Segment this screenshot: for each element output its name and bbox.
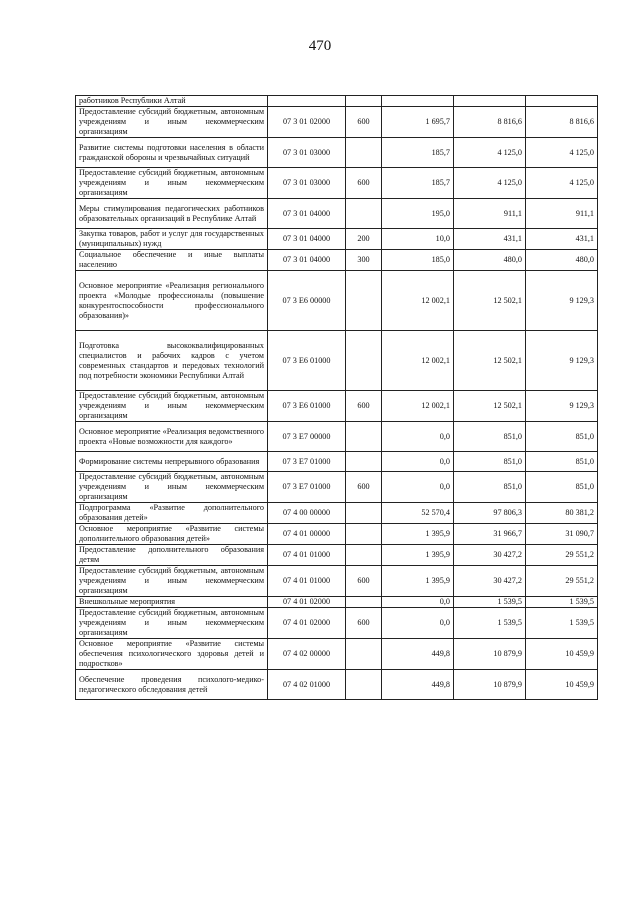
row-amount-year3: 10 459,9 bbox=[526, 670, 598, 700]
table-row bbox=[76, 331, 598, 391]
table-row bbox=[76, 639, 598, 670]
row-amount-year2: 97 806,3 bbox=[454, 503, 526, 524]
row-amount-year2: 4 125,0 bbox=[454, 168, 526, 199]
row-amount-year1: 185,7 bbox=[382, 138, 454, 168]
row-expense-type bbox=[346, 597, 382, 608]
row-name: Социальное обеспечение и иные выплаты населению bbox=[76, 250, 268, 271]
row-amount-year3: 9 129,3 bbox=[526, 391, 598, 422]
budget-table bbox=[75, 95, 598, 700]
row-amount-year1: 449,8 bbox=[382, 639, 454, 670]
row-code: 07 4 01 00000 bbox=[268, 524, 346, 545]
row-amount-year2: 431,1 bbox=[454, 229, 526, 250]
row-expense-type: 200 bbox=[346, 229, 382, 250]
row-name: Подпрограмма «Развитие дополнительного образования детей» bbox=[76, 503, 268, 524]
row-amount-year1: 0,0 bbox=[382, 472, 454, 503]
row-amount-year1 bbox=[382, 96, 454, 107]
row-amount-year1: 195,0 bbox=[382, 199, 454, 229]
row-name: Внешкольные мероприятия bbox=[76, 597, 268, 608]
row-name: Предоставление дополнительного образования детям bbox=[76, 545, 268, 566]
row-code: 07 4 00 00000 bbox=[268, 503, 346, 524]
row-name: Предоставление субсидий бюджетным, автономным учреждениям и иным некоммерческим организациям bbox=[76, 566, 268, 597]
table-row bbox=[76, 670, 598, 700]
row-amount-year3: 8 816,6 bbox=[526, 107, 598, 138]
row-amount-year2: 851,0 bbox=[454, 472, 526, 503]
row-amount-year3: 1 539,5 bbox=[526, 608, 598, 639]
row-amount-year1: 1 395,9 bbox=[382, 566, 454, 597]
row-code: 07 3 01 03000 bbox=[268, 138, 346, 168]
row-code: 07 3 01 03000 bbox=[268, 168, 346, 199]
row-amount-year1: 0,0 bbox=[382, 422, 454, 452]
table-row bbox=[76, 250, 598, 271]
row-amount-year1: 1 395,9 bbox=[382, 545, 454, 566]
row-code: 07 4 01 01000 bbox=[268, 566, 346, 597]
row-amount-year1: 12 002,1 bbox=[382, 331, 454, 391]
row-amount-year2: 8 816,6 bbox=[454, 107, 526, 138]
row-amount-year2: 30 427,2 bbox=[454, 545, 526, 566]
row-name: Обеспечение проведения психолого-медико-педагогического обследования детей bbox=[76, 670, 268, 700]
row-amount-year2: 851,0 bbox=[454, 422, 526, 452]
row-code: 07 4 01 02000 bbox=[268, 608, 346, 639]
row-expense-type bbox=[346, 422, 382, 452]
table-row bbox=[76, 566, 598, 597]
row-amount-year1: 0,0 bbox=[382, 608, 454, 639]
row-expense-type bbox=[346, 199, 382, 229]
row-amount-year2 bbox=[454, 96, 526, 107]
row-amount-year3: 9 129,3 bbox=[526, 331, 598, 391]
row-code: 07 3 E7 01000 bbox=[268, 452, 346, 472]
row-name: Предоставление субсидий бюджетным, автономным учреждениям и иным некоммерческим организациям bbox=[76, 472, 268, 503]
row-name: Закупка товаров, работ и услуг для государственных (муниципальных) нужд bbox=[76, 229, 268, 250]
row-amount-year3: 80 381,2 bbox=[526, 503, 598, 524]
table-row bbox=[76, 199, 598, 229]
row-amount-year1: 1 695,7 bbox=[382, 107, 454, 138]
table-row bbox=[76, 168, 598, 199]
row-amount-year3: 9 129,3 bbox=[526, 271, 598, 331]
table-row bbox=[76, 422, 598, 452]
row-code: 07 3 E7 01000 bbox=[268, 472, 346, 503]
row-name: Предоставление субсидий бюджетным, автономным учреждениям и иным некоммерческим организациям bbox=[76, 391, 268, 422]
row-amount-year2: 12 502,1 bbox=[454, 331, 526, 391]
row-amount-year3: 431,1 bbox=[526, 229, 598, 250]
row-expense-type: 600 bbox=[346, 391, 382, 422]
table-row bbox=[76, 271, 598, 331]
row-amount-year3: 4 125,0 bbox=[526, 138, 598, 168]
row-code: 07 4 01 02000 bbox=[268, 597, 346, 608]
row-amount-year2: 10 879,9 bbox=[454, 639, 526, 670]
table-row bbox=[76, 96, 598, 107]
row-expense-type bbox=[346, 545, 382, 566]
row-expense-type bbox=[346, 524, 382, 545]
row-code: 07 3 E6 01000 bbox=[268, 391, 346, 422]
row-code: 07 3 01 04000 bbox=[268, 250, 346, 271]
row-name: Развитие системы подготовки населения в области гражданской обороны и чрезвычайных ситуаций bbox=[76, 138, 268, 168]
row-expense-type bbox=[346, 670, 382, 700]
row-amount-year1: 185,0 bbox=[382, 250, 454, 271]
row-expense-type bbox=[346, 96, 382, 107]
row-code bbox=[268, 96, 346, 107]
row-code: 07 3 01 02000 bbox=[268, 107, 346, 138]
row-amount-year2: 31 966,7 bbox=[454, 524, 526, 545]
row-name: Основное мероприятие «Развитие системы обеспечения психологического здоровья детей и подростков» bbox=[76, 639, 268, 670]
row-amount-year2: 851,0 bbox=[454, 452, 526, 472]
row-name: Основное мероприятие «Реализация ведомственного проекта «Новые возможности для каждого» bbox=[76, 422, 268, 452]
budget-table-body bbox=[76, 96, 598, 700]
row-amount-year1: 10,0 bbox=[382, 229, 454, 250]
row-amount-year2: 1 539,5 bbox=[454, 597, 526, 608]
row-name: Подготовка высококвалифицированных специалистов и рабочих кадров с учетом современных стандартов и передовых технологий под потребности экономики Республики Алтай bbox=[76, 331, 268, 391]
table-row bbox=[76, 452, 598, 472]
row-amount-year2: 1 539,5 bbox=[454, 608, 526, 639]
row-amount-year1: 52 570,4 bbox=[382, 503, 454, 524]
row-amount-year3: 851,0 bbox=[526, 422, 598, 452]
row-amount-year2: 911,1 bbox=[454, 199, 526, 229]
table-row bbox=[76, 545, 598, 566]
row-amount-year1: 449,8 bbox=[382, 670, 454, 700]
row-code: 07 4 02 01000 bbox=[268, 670, 346, 700]
row-code: 07 4 01 01000 bbox=[268, 545, 346, 566]
row-code: 07 3 E6 00000 bbox=[268, 271, 346, 331]
row-name: Основное мероприятие «Развитие системы дополнительного образования детей» bbox=[76, 524, 268, 545]
table-row bbox=[76, 608, 598, 639]
row-expense-type bbox=[346, 138, 382, 168]
table-row bbox=[76, 138, 598, 168]
row-amount-year3: 1 539,5 bbox=[526, 597, 598, 608]
row-amount-year1: 12 002,1 bbox=[382, 271, 454, 331]
row-expense-type bbox=[346, 503, 382, 524]
page-number: 470 bbox=[308, 38, 332, 54]
row-amount-year1: 0,0 bbox=[382, 452, 454, 472]
row-amount-year2: 30 427,2 bbox=[454, 566, 526, 597]
row-amount-year2: 10 879,9 bbox=[454, 670, 526, 700]
row-amount-year3: 480,0 bbox=[526, 250, 598, 271]
row-amount-year2: 4 125,0 bbox=[454, 138, 526, 168]
row-name: Формирование системы непрерывного образования bbox=[76, 452, 268, 472]
row-expense-type bbox=[346, 639, 382, 670]
row-name: Предоставление субсидий бюджетным, автономным учреждениям и иным некоммерческим организациям bbox=[76, 107, 268, 138]
row-expense-type: 600 bbox=[346, 472, 382, 503]
table-row bbox=[76, 472, 598, 503]
row-name: работников Республики Алтай bbox=[76, 96, 268, 107]
table-row bbox=[76, 524, 598, 545]
row-amount-year2: 12 502,1 bbox=[454, 391, 526, 422]
row-amount-year1: 12 002,1 bbox=[382, 391, 454, 422]
row-expense-type bbox=[346, 452, 382, 472]
row-amount-year2: 480,0 bbox=[454, 250, 526, 271]
row-amount-year1: 1 395,9 bbox=[382, 524, 454, 545]
row-expense-type: 600 bbox=[346, 168, 382, 199]
row-expense-type: 600 bbox=[346, 107, 382, 138]
row-amount-year2: 12 502,1 bbox=[454, 271, 526, 331]
row-code: 07 3 01 04000 bbox=[268, 199, 346, 229]
row-amount-year3: 29 551,2 bbox=[526, 566, 598, 597]
row-name: Предоставление субсидий бюджетным, автономным учреждениям и иным некоммерческим организациям bbox=[76, 168, 268, 199]
table-row bbox=[76, 391, 598, 422]
row-amount-year3: 4 125,0 bbox=[526, 168, 598, 199]
row-code: 07 3 E7 00000 bbox=[268, 422, 346, 452]
row-amount-year3: 31 090,7 bbox=[526, 524, 598, 545]
row-amount-year3: 851,0 bbox=[526, 452, 598, 472]
row-code: 07 3 E6 01000 bbox=[268, 331, 346, 391]
row-expense-type bbox=[346, 271, 382, 331]
table-row bbox=[76, 229, 598, 250]
row-name: Меры стимулирования педагогических работников образовательных организаций в Республике Алтай bbox=[76, 199, 268, 229]
table-row bbox=[76, 107, 598, 138]
row-expense-type: 300 bbox=[346, 250, 382, 271]
row-code: 07 3 01 04000 bbox=[268, 229, 346, 250]
row-code: 07 4 02 00000 bbox=[268, 639, 346, 670]
row-amount-year1: 185,7 bbox=[382, 168, 454, 199]
row-amount-year1: 0,0 bbox=[382, 597, 454, 608]
row-expense-type: 600 bbox=[346, 608, 382, 639]
row-expense-type: 600 bbox=[346, 566, 382, 597]
row-amount-year3 bbox=[526, 96, 598, 107]
row-expense-type bbox=[346, 331, 382, 391]
row-amount-year3: 29 551,2 bbox=[526, 545, 598, 566]
table-row bbox=[76, 597, 598, 608]
row-amount-year3: 851,0 bbox=[526, 472, 598, 503]
row-name: Основное мероприятие «Реализация регионального проекта «Молодые профессионалы (повышение конкурентоспособности профессионального образования)» bbox=[76, 271, 268, 331]
row-amount-year3: 10 459,9 bbox=[526, 639, 598, 670]
table-row bbox=[76, 503, 598, 524]
row-name: Предоставление субсидий бюджетным, автономным учреждениям и иным некоммерческим организациям bbox=[76, 608, 268, 639]
row-amount-year3: 911,1 bbox=[526, 199, 598, 229]
